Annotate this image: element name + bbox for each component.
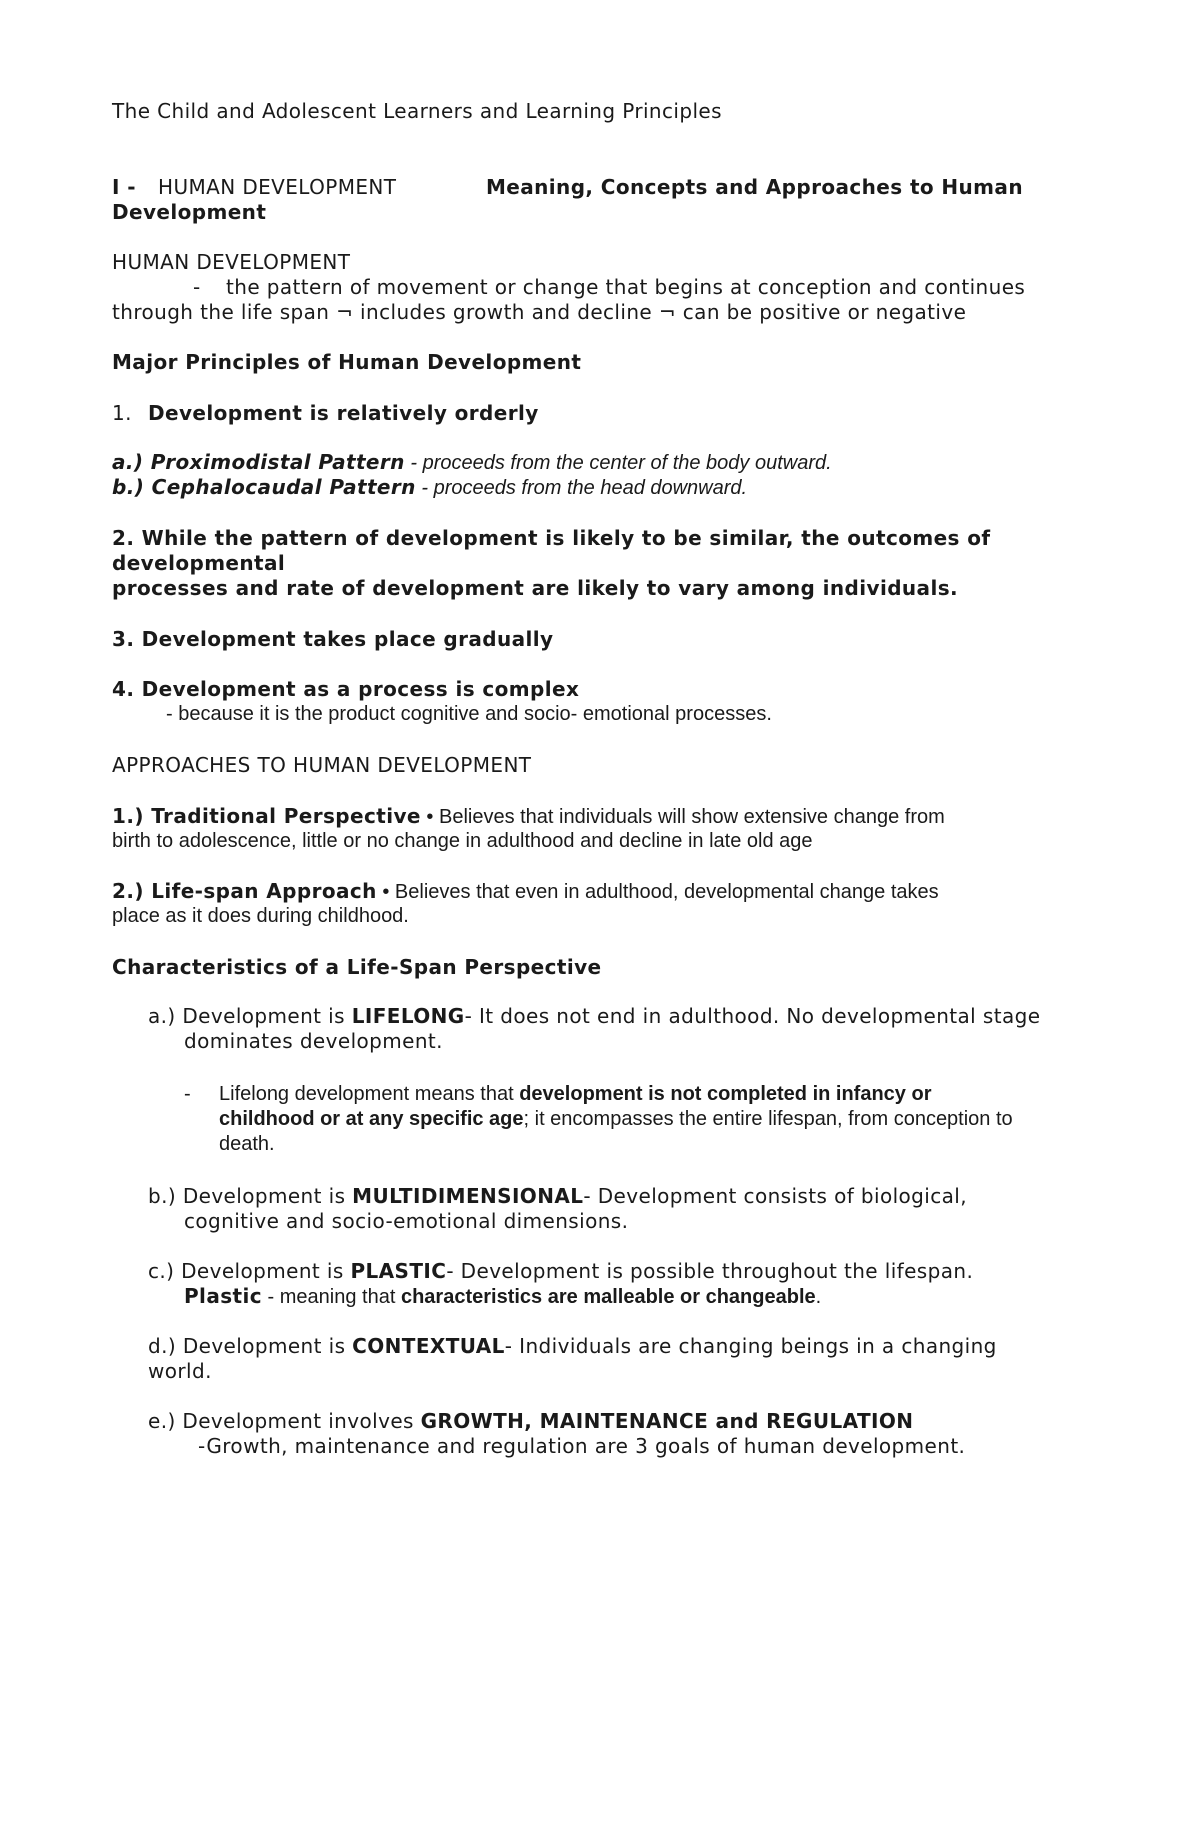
definition-line2: through the life span ¬ includes growth and decline ¬ can be positive or negative xyxy=(112,300,967,324)
characteristics-heading: Characteristics of a Life-Span Perspective xyxy=(112,955,602,979)
life-span-approach-desc: • Believes that even in adulthood, developmental change takes xyxy=(376,881,939,903)
cephalocaudal-desc: - proceeds from the head downward. xyxy=(415,477,748,499)
traditional-perspective-label: 1.) Traditional Perspective xyxy=(112,804,421,828)
characteristic-d-line1 xyxy=(148,1334,997,1359)
document-title: The Child and Adolescent Learners and Learning Principles xyxy=(112,99,722,123)
approaches-heading: APPROACHES TO HUMAN DEVELOPMENT xyxy=(112,753,532,777)
characteristic-a-line2: dominates development. xyxy=(184,1029,443,1053)
characteristic-d-keyword: CONTEXTUAL xyxy=(352,1334,505,1358)
characteristic-c-line2 xyxy=(184,1284,821,1310)
definition-dash: - xyxy=(193,275,201,299)
characteristic-c-desc: - Development is possible throughout the lifespan. xyxy=(446,1259,974,1283)
definition-line1: the pattern of movement or change that begins at conception and continues xyxy=(226,275,1026,299)
characteristic-b-prefix: b.) Development is xyxy=(148,1184,353,1208)
proximodistal-label: a.) Proximodistal Pattern xyxy=(112,450,405,474)
principle-4: 4. Development as a process is complex xyxy=(112,677,580,701)
characteristic-c-line1 xyxy=(148,1259,973,1284)
characteristic-e-prefix: e.) Development involves xyxy=(148,1409,421,1433)
principle-4-note: - because it is the product cognitive and socio- emotional processes. xyxy=(166,703,772,725)
characteristic-a-line1 xyxy=(148,1004,1040,1029)
lifelong-sub-bold1: development is not completed in infancy or xyxy=(519,1083,932,1105)
approach-2-line2: place as it does during childhood. xyxy=(112,905,409,927)
lifelong-sub-pre: Lifelong development means that xyxy=(219,1083,520,1105)
principle-2-line3: processes and rate of development are likely to vary among individuals. xyxy=(112,576,959,600)
life-span-approach-label: 2.) Life-span Approach xyxy=(112,879,377,903)
characteristic-b-desc: - Development consists of biological, xyxy=(583,1184,968,1208)
characteristic-a-sub-dash: - xyxy=(184,1083,191,1105)
characteristic-a-keyword: LIFELONG xyxy=(351,1004,465,1028)
principles-heading: Major Principles of Human Development xyxy=(112,350,582,374)
section-subtitle-line1: Meaning, Concepts and Approaches to Human xyxy=(486,175,1023,199)
section-number: I - xyxy=(112,175,136,199)
characteristic-a-sub-line2 xyxy=(219,1107,1013,1132)
characteristic-b-line2: cognitive and socio-emotional dimensions. xyxy=(184,1209,629,1233)
cephalocaudal-label: b.) Cephalocaudal Pattern xyxy=(112,475,416,499)
approach-1-line1 xyxy=(112,804,945,830)
characteristic-c-prefix: c.) Development is xyxy=(148,1259,351,1283)
section-name: HUMAN DEVELOPMENT xyxy=(158,175,397,199)
characteristic-e-line1 xyxy=(148,1409,913,1434)
characteristic-e-keyword: GROWTH, MAINTENANCE and REGULATION xyxy=(420,1409,914,1433)
characteristic-b-line1 xyxy=(148,1184,967,1209)
proximodistal-desc: - proceeds from the center of the body outward. xyxy=(404,452,832,474)
principle-2-line2: developmental xyxy=(112,551,286,575)
plastic-end: . xyxy=(815,1286,822,1308)
approach-1-line2: birth to adolescence, little or no change in adulthood and decline in late old age xyxy=(112,830,813,852)
principle-2-line1: 2. While the pattern of development is likely to be similar, the outcomes of xyxy=(112,526,991,550)
principle-1-text: Development is relatively orderly xyxy=(148,401,539,425)
characteristic-b-keyword: MULTIDIMENSIONAL xyxy=(352,1184,584,1208)
traditional-perspective-desc: • Believes that individuals will show extensive change from xyxy=(420,806,945,828)
plastic-mid: - meaning that xyxy=(262,1286,401,1308)
characteristic-a-desc: - It does not end in adulthood. No developmental stage xyxy=(464,1004,1041,1028)
section-subtitle-line2: Development xyxy=(112,200,267,224)
characteristic-a-sub-line3: death. xyxy=(219,1133,275,1155)
characteristic-c-keyword: PLASTIC xyxy=(350,1259,447,1283)
characteristic-a-prefix: a.) Development is xyxy=(148,1004,352,1028)
lifelong-sub-bold2: childhood or at any specific age xyxy=(219,1108,524,1130)
principle-1-number: 1. xyxy=(112,401,132,425)
characteristic-d-desc: - Individuals are changing beings in a changing xyxy=(504,1334,997,1358)
plastic-term: Plastic xyxy=(184,1284,262,1308)
principle-1a xyxy=(112,450,832,476)
approach-2-line1 xyxy=(112,879,939,905)
definition-term: HUMAN DEVELOPMENT xyxy=(112,250,351,274)
characteristic-d-prefix: d.) Development is xyxy=(148,1334,353,1358)
plastic-bold: characteristics are malleable or changeable xyxy=(400,1286,816,1308)
lifelong-sub-post: ; it encompasses the entire lifespan, from conception to xyxy=(523,1108,1013,1130)
principle-1b xyxy=(112,475,747,501)
characteristic-d-line2: world. xyxy=(148,1359,212,1383)
principle-3: 3. Development takes place gradually xyxy=(112,627,554,651)
characteristic-e-line2: -Growth, maintenance and regulation are 3 goals of human development. xyxy=(198,1434,966,1458)
characteristic-a-sub-line1 xyxy=(219,1082,932,1107)
